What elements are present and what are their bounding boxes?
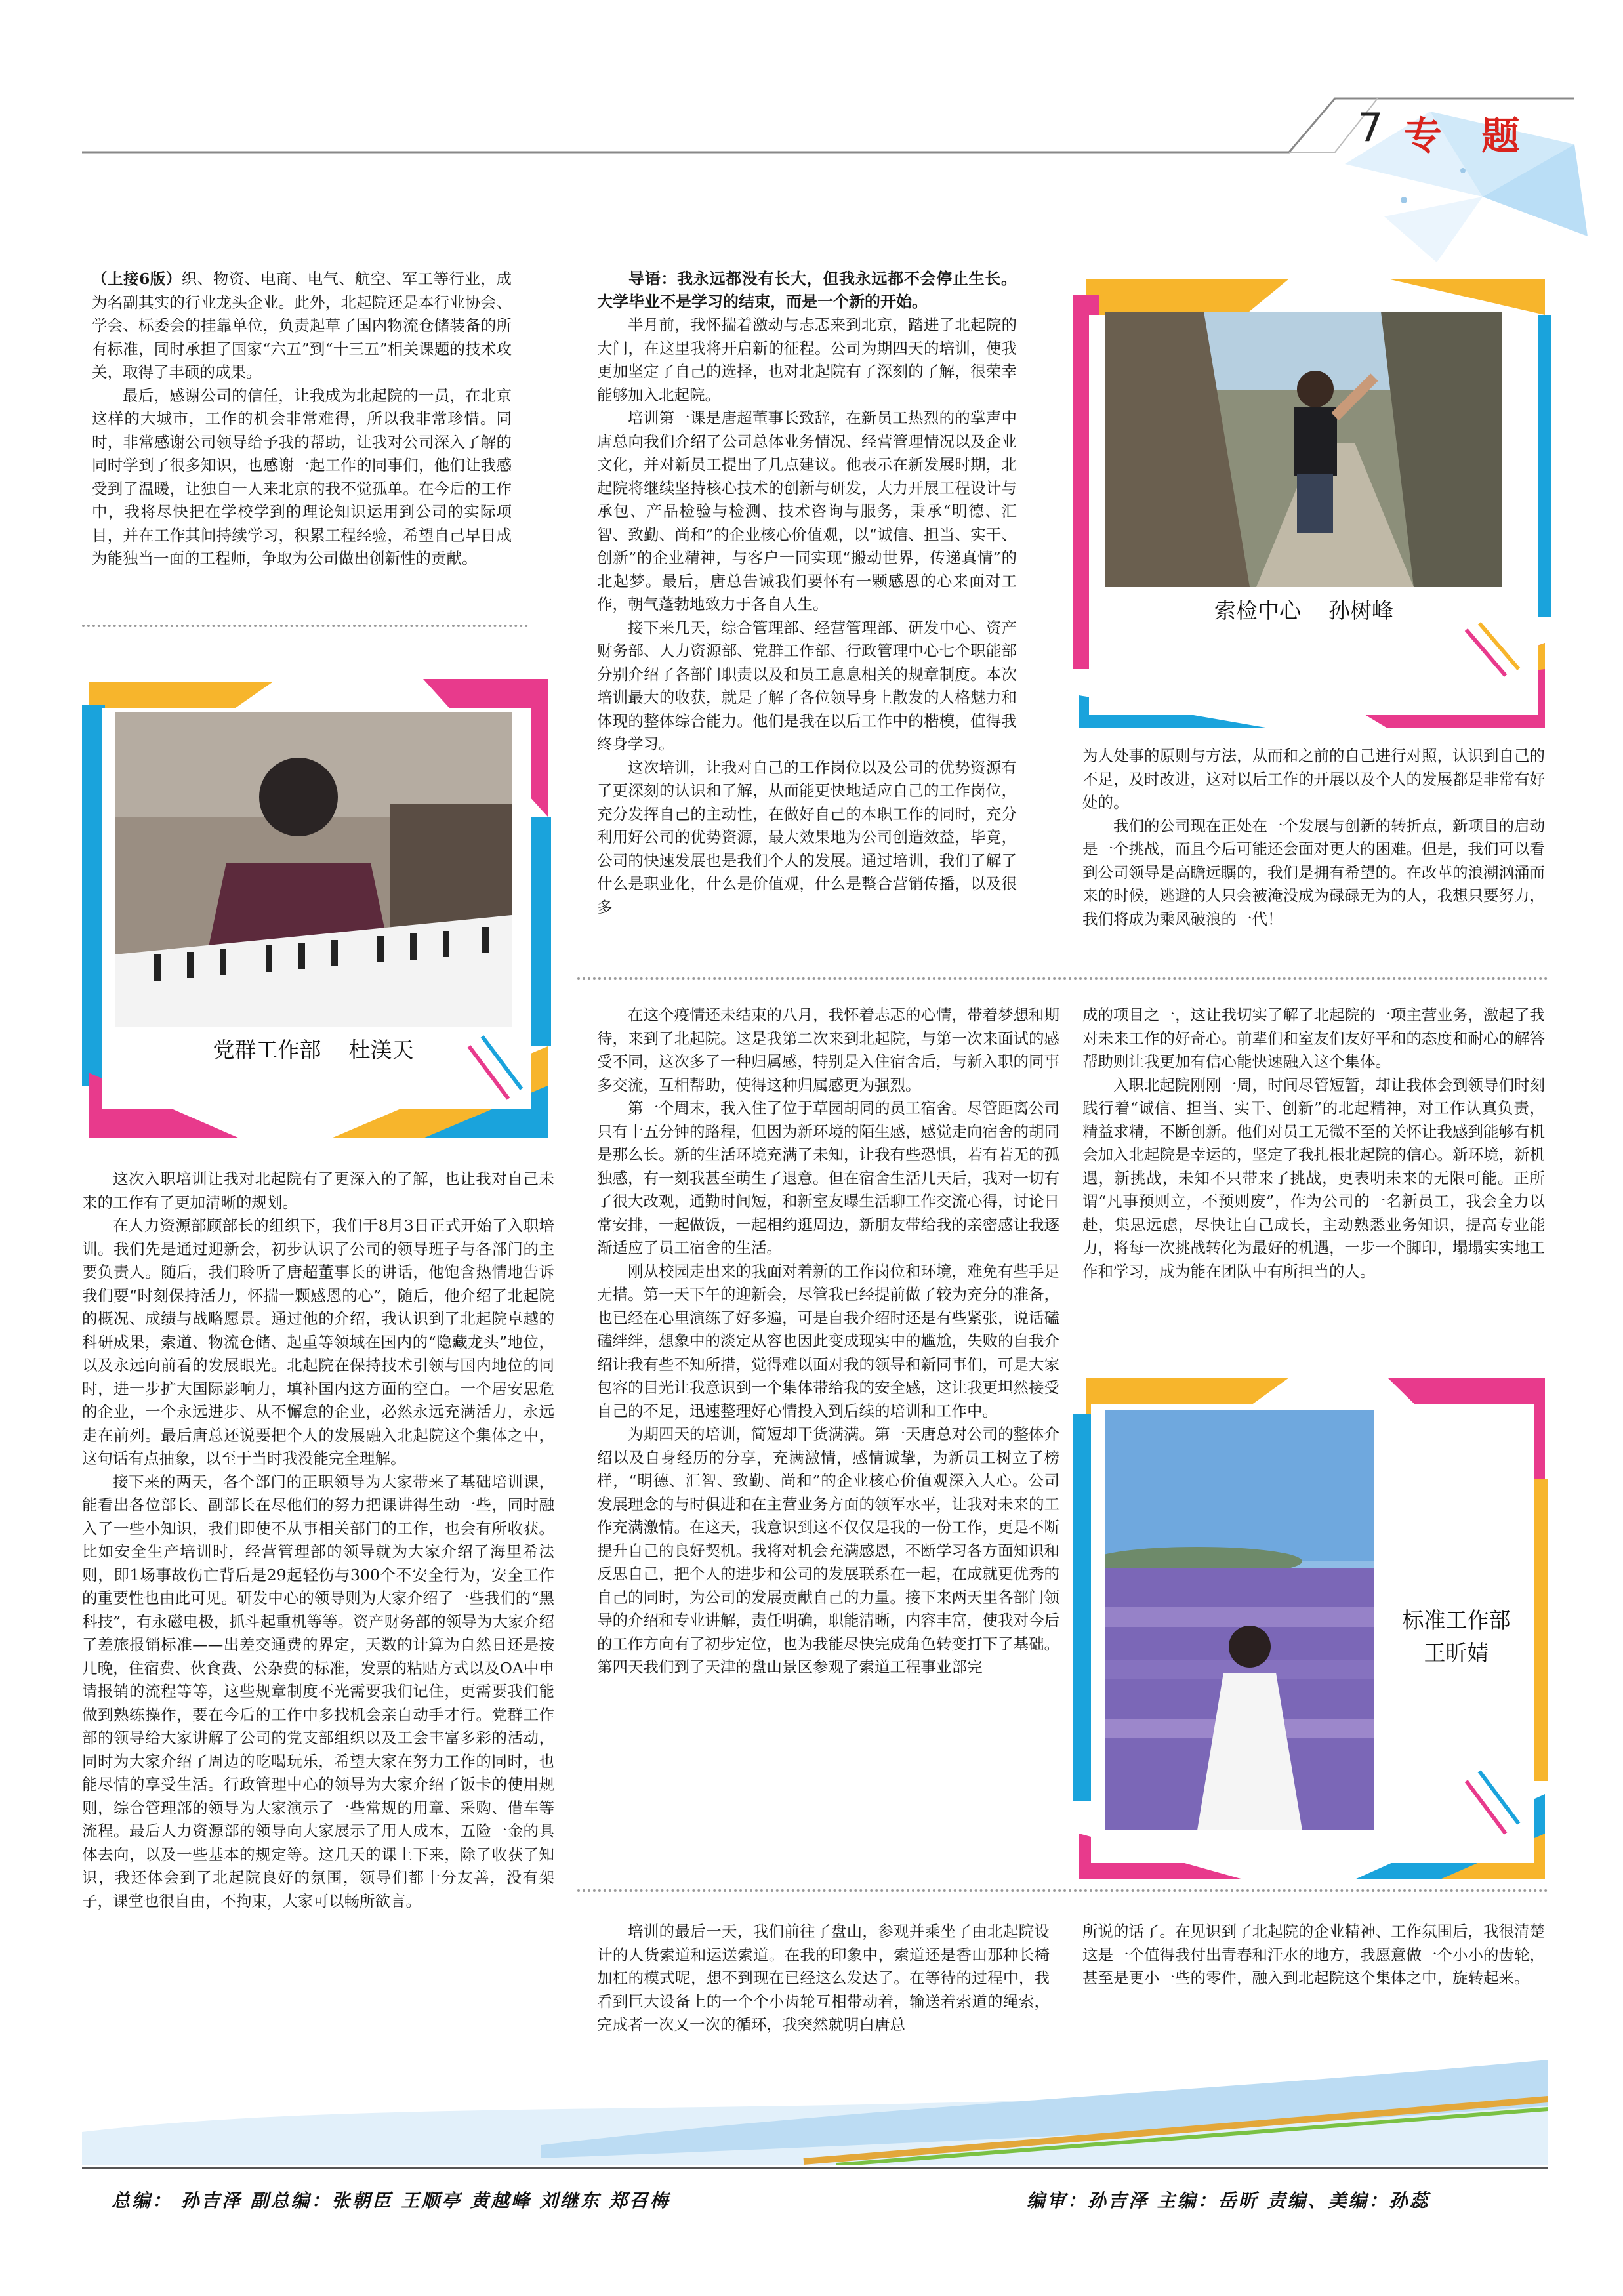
continued-label: （上接6版） — [92, 270, 182, 288]
caption-dept: 索检中心 — [1214, 598, 1302, 623]
divider — [577, 977, 1548, 980]
paragraph: 半月前，我怀揣着激动与忐忑来到北京，踏进了北起院的大门，在这里我将开启新的征程。公司为期四天的培训，使我更加坚定了自己的选择，也对北起院有了深刻的了解，很荣幸能够加入北起院。 — [597, 316, 1017, 404]
paragraph: 这次培训，让我对自己的工作岗位以及公司的优势资源有了更深刻的认识和了解，从而能更快地适应自己的工作岗位，充分发挥自己的主动性，在做好自己的本职工作的同时，充分利用好公司的优势资源，最大效果地为公司创造效益，毕竟，公司的快速发展也是我们个人的发展。通过培训，我们了解了什么是职业化，什么是价值观，什么是整合营销传播，以及很多 — [597, 758, 1017, 916]
paragraph: 第一个周末，我入住了位于草园胡同的员工宿舍。尽管距离公司只有十五分钟的路程，但因为新环境的陌生感，感觉走向宿舍的胡同是那么长。新的生活环境充满了未知，让我有些恐惧，若有若无的孤独感，有一刻我甚至萌生了退意。但在宿舍生活几天后，我对一切有了很大改观，通勤时间短，和新室友曝生活聊工作交流心得，讨论日常安排，一起做饭，一起相约逛周边，新朋友带给我的亲密感让我逐渐适应了员工宿舍的生活。 — [597, 1099, 1059, 1257]
photo-caption-sun — [1105, 594, 1502, 625]
page-number: 7 — [1358, 105, 1384, 151]
paragraph: 在人力资源部顾部长的组织下，我们于8月3日正式开始了入职培训。我们先是通过迎新会，初步认识了公司的领导班子与各部门的主要负责人。随后，我们聆听了唐超董事长的讲话，他饱含热情地告诉我们要“时刻保持活力，怀揣一颗感恩的心”，随后，他介绍了北起院的概况、成绩与战略愿景。通过他的介绍，我认识到了北起院卓越的科研成果，索道、物流仓储、起重等领域在国内的“隐藏龙头”地位，以及永远向前看的发展眼光。北起院在保持技术引领与国内地位的同时，进一步扩大国际影响力，填补国内这方面的空白。一个居安思危的企业，一个永远进步、从不懈怠的企业，必然永远充满活力，永远走在前列。最后唐总还说要把个人的发展融入北起院这个集体之中，这句话有点抽象，以至于当时我没能完全理解。 — [82, 1216, 554, 1467]
photo-caption-wang — [1378, 1604, 1535, 1670]
paragraph: 接下来几天，综合管理部、经营管理部、研发中心、资产财务部、人力资源部、党群工作部、行政管理中心七个职能部分别介绍了各部门职责以及和员工息息相关的规章制度。本次培训最大的收获，就是了解了各位领导身上散发的人格魅力和体现的整体综合能力。他们是我在以后工作中的楷模，值得我终身学习。 — [597, 618, 1017, 753]
paragraph: 我们的公司现在正处在一个发展与创新的转折点，新项目的启动是一个挑战，而且今后可能还会面对更大的困难。但是，我们可以看到公司领导是高瞻远瞩的，我们是拥有希望的。在改革的浪潮汹涌而来的时候，逃避的人只会被淹没成为碌碌无为的人，我想只要努力，我们将成为乘风破浪的一代！ — [1082, 816, 1545, 928]
article-2 — [597, 268, 1017, 919]
divider — [577, 1889, 1548, 1892]
caption-name: 孙树峰 — [1328, 598, 1393, 623]
footer-rule — [82, 2167, 1548, 2169]
paragraph: 刚从校园走出来的我面对着新的工作岗位和环境，难免有些手足无措。第一天下午的迎新会，尽管我已经提前做了较为充分的准备，也已经在心里演练了好多遍，可是自我介绍时还是有些紧张，说话磕磕绊绊，想象中的淡定从容也因此变成现实中的尴尬，失败的自我介绍让我有些不知所措，觉得难以面对我的领导和新同事们，可是大家包容的目光让我意识到一个集体带给我的安全感，这让我更坦然接受自己的不足，迅速整理好心情投入到后续的培训和工作中。 — [597, 1261, 1059, 1420]
section-title: 专 题 — [1404, 113, 1533, 158]
footer-editors-right: 编审：孙吉泽 主编：岳昕 责编、美编：孙蕊 — [1027, 2190, 1430, 2211]
photo-du — [115, 712, 512, 1027]
article-4 — [597, 1004, 1059, 1679]
paragraph: 所说的话了。在见识到了北起院的企业精神、工作氛围后，我很清楚这是一个值得我付出青春和汗水的地方，我愿意做一个小小的齿轮，甚至是更小一些的零件，融入到北起院这个集体之中，旋转起来。 — [1082, 1922, 1545, 1987]
article-4-continued — [1082, 1004, 1545, 1283]
article-5 — [597, 1920, 1050, 2037]
caption-dept: 党群工作部 — [213, 1037, 321, 1063]
paragraph: 成的项目之一，这让我切实了解了北起院的一项主营业务，激起了我对未来工作的好奇心。前辈们和室友们友好平和的态度和耐心的解答帮助则让我更加有信心能快速融入这个集体。 — [1082, 1006, 1545, 1071]
paragraph: 培训的最后一天，我们前往了盘山，参观并乘坐了由北起院设计的人货索道和运送索道。在我的印象中，索道还是香山那种长椅加杠的模式呢，想不到现在已经这么发达了。在等待的过程中，我看到巨大设备上的一个个小齿轮互相带动着，输送着索道的绳索，完成者一次又一次的循环，我突然就明白唐总 — [597, 1922, 1050, 2034]
paragraph: 培训第一课是唐超董事长致辞，在新员工热烈的的掌声中唐总向我们介绍了公司总体业务情况、经营管理情况以及企业文化，并对新员工提出了几点建议。他表示在新发展时期，北起院将继续坚持核心技术的创新与研发，大力开展工程设计与承包、产品检验与检测、技术咨询与服务，秉承“明德、汇智、致勤、尚和”的企业核心价值观，以“诚信、担当、实干、创新”的企业精神，与客户一同实现“搬动世界，传递真情”的北起梦。最后，唐总告诫我们要怀有一颗感恩的心来面对工作，朝气蓬勃地致力于各自人生。 — [597, 409, 1017, 613]
paragraph: 织、物资、电商、电气、航空、军工等行业，成为名副其实的行业龙头企业。此外，北起院还是本行业协会、学会、标委会的挂靠单位，负责起草了国内物流仓储装备的所有标准，同时承担了国家“六五”到“十三五”相关课题的技术攻关，取得了丰硕的成果。 — [92, 270, 512, 381]
divider — [82, 625, 528, 627]
bottom-decoration — [82, 2034, 1548, 2165]
paragraph: 接下来的两天，各个部门的正职领导为大家带来了基础培训课，能看出各位部长、副部长在尽他们的努力把课讲得生动一些，同时融入了一些小知识，我们即使不从事相关部门的工作，也会有所收获。比如安全生产培训时，经营管理部的领导就为大家介绍了海里希法则，即1场事故伤亡背后是29起轻伤与300个不安全行为，安全工作的重要性也由此可见。研发中心的领导则为大家介绍了一些我们的“黑科技”，有永磁电极，抓斗起重机等等。资产财务部的领导为大家介绍了差旅报销标准——出差交通费的界定，天数的计算为自然日还是按几晚，住宿费、伙食费、公杂费的标准，发票的粘贴方式以及OA中申请报销的流程等等，这些规章制度不光需要我们记住，更需要我们能做到熟练操作，要在今后的工作中多找机会亲自动手才行。党群工作部的领导给大家讲解了公司的党支部组织以及工会丰富多彩的活动，同时为大家介绍了周边的吃喝玩乐，希望大家在努力工作的同时，也能尽情的享受生活。行政管理中心的领导为大家介绍了饭卡的使用规则，综合管理部的领导为大家演示了一些常规的用章、采购、借车等流程。最后人力资源部的领导向大家展示了用人成本，五险一金的具体去向，以及一些基本的规定等。这几天的课上下来，除了收获了知识，我还体会到了北起院良好的氛围，领导们都十分友善，没有架子，课堂也很自由，不拘束，大家可以畅所欲言。 — [82, 1472, 554, 1910]
photo-wang — [1105, 1410, 1374, 1830]
article-5-continued — [1082, 1920, 1545, 1990]
paragraph: 最后，感谢公司的信任，让我成为北起院的一员，在北京这样的大城市，工作的机会非常难得，所以我非常珍惜。同时，非常感谢公司领导给予我的帮助，让我对公司深入了解的同时学到了很多知识，也感谢一起工作的同事们，他们让我感受到了温暖，让独自一人来北京的我不觉孤单。在今后的工作中，我将尽快把在学校学到的理论知识运用到公司的实际项目，并在工作其间持续学习，积累工程经验，希望自己早日成为能独当一面的工程师，争取为公司做出创新性的贡献。 — [92, 386, 512, 567]
article-2-continued — [1082, 745, 1545, 931]
paragraph: 为人处事的原则与方法，从而和之前的自己进行对照，认识到自己的不足，及时改进，这对以后工作的开展以及个人的发展都是非常有好处的。 — [1082, 747, 1545, 811]
caption-dept: 标准工作部 — [1402, 1607, 1511, 1633]
article-3 — [82, 1168, 554, 1913]
paragraph: 为期四天的培训，简短却干货满满。第一天唐总对公司的整体介绍以及自身经历的分享，充满激情，感情诚挚，为新员工树立了榜样，“明德、汇智、致勤、尚和”的企业核心价值观深入人心。公司发展理念的与时俱进和在主营业务方面的领军水平，让我对未来的工作充满激情。在这天，我意识到这不仅仅是我的一份工作，更是不断提升自己的良好契机。我将对机会充满感恩，不断学习各方面知识和反思自己，把个人的进步和公司的发展联系在一起，在成就更优秀的自己的同时，为公司的发展贡献自己的力量。接下来两天里各部门领导的介绍和专业讲解，责任明确，职能清晰，内容丰富，使我对今后的工作方向有了初步定位，也为我能尽快完成角色转变打下了基础。第四天我们到了天津的盘山景区参观了索道工程事业部完 — [597, 1425, 1059, 1676]
caption-name: 王昕婧 — [1424, 1640, 1489, 1666]
paragraph: 这次入职培训让我对北起院有了更深入的了解，也让我对自己未来的工作有了更加清晰的规划。 — [82, 1170, 554, 1212]
footer-editors-left: 总编： 孙吉泽 副总编：张朝臣 王顺亭 黄越峰 刘继东 郑召梅 — [112, 2190, 670, 2211]
paragraph: 入职北起院刚刚一周，时间尽管短暂，却让我体会到领导们时刻践行着“诚信、担当、实干、创新”的北起精神，对工作认真负责，精益求精，不断创新。他们对员工无微不至的关怀让我感到能够有机会加入北起院是幸运的，坚定了我扎根北起院的信心。新环境，新机遇，新挑战，未知不只带来了挑战，更表明未来的无限可能。正所谓“凡事预则立，不预则废”，作为公司的一名新员工，我会全力以赴，集思远虑，尽快让自己成长，主动熟悉业务知识，提高专业能力，将每一次挑战转化为最好的机遇，一步一个脚印，塌塌实实地工作和学习，成为能在团队中有所担当的人。 — [1082, 1075, 1545, 1281]
caption-name: 杜渼天 — [348, 1037, 414, 1063]
lead-text: 导语：我永远都没有长大，但我永远都不会停止生长。大学毕业不是学习的结束，而是一个新的开始。 — [597, 270, 1017, 311]
photo-caption-du — [115, 1033, 512, 1064]
article-1-ending — [92, 268, 512, 571]
paragraph: 在这个疫情还未结束的八月，我怀着忐忑的心情，带着梦想和期待，来到了北起院。这是我第二次来到北起院，与第一次来面试的感受不同，这次多了一种归属感，特别是入住宿舍后，与新入职的同事多交流，互相帮助，使得这种归属感更为强烈。 — [597, 1006, 1059, 1094]
photo-sun — [1105, 312, 1502, 587]
